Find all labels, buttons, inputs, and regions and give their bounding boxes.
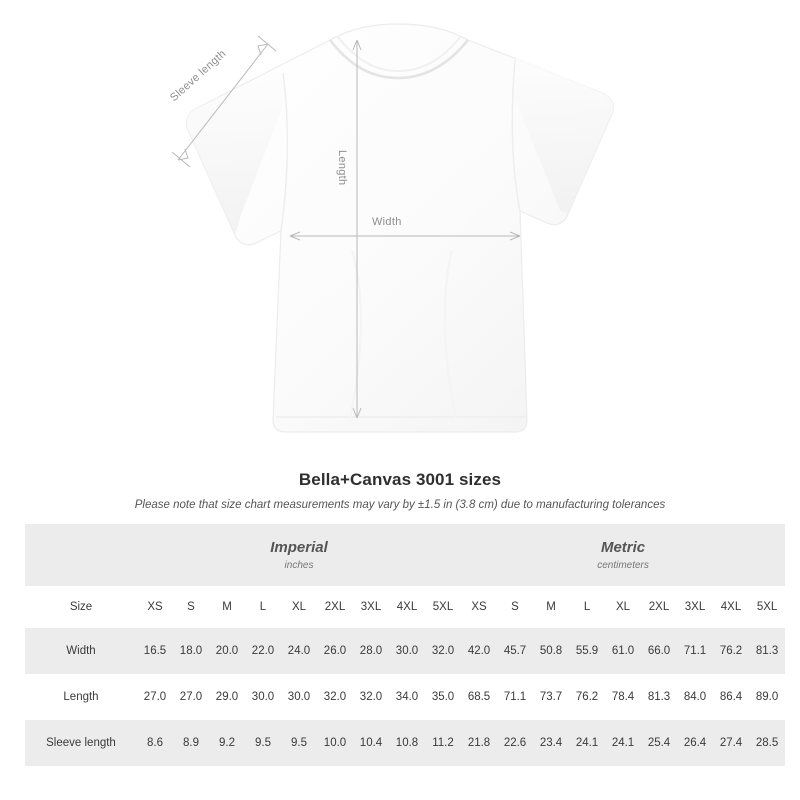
- header-metric-xl: XL: [605, 586, 641, 628]
- header-metric-5xl: 5XL: [749, 586, 785, 628]
- size-chart-table: [25, 524, 785, 766]
- cell-width-metric-s: 45.7: [497, 628, 533, 674]
- annotation-sleeve-length: Sleeve length: [168, 47, 229, 104]
- cell-length-metric-l: 76.2: [569, 674, 605, 720]
- page-title: Bella+Canvas 3001 sizes: [298, 470, 502, 489]
- cell-sleeve-imperial-2xl: 10.0: [317, 720, 353, 766]
- cell-sleeve-imperial-xs: 8.6: [137, 720, 173, 766]
- cell-width-metric-4xl: 76.2: [713, 628, 749, 674]
- cell-sleeve-imperial-5xl: 11.2: [425, 720, 461, 766]
- cell-width-imperial-4xl: 30.0: [389, 628, 425, 674]
- cell-sleeve-metric-2xl: 25.4: [641, 720, 677, 766]
- cell-sleeve-metric-l: 24.1: [569, 720, 605, 766]
- cell-width-imperial-l: 22.0: [245, 628, 281, 674]
- cell-sleeve-imperial-l: 9.5: [245, 720, 281, 766]
- cell-width-metric-5xl: 81.3: [749, 628, 785, 674]
- header-imperial-5xl: 5XL: [425, 586, 461, 628]
- header-imperial-3xl: 3XL: [353, 586, 389, 628]
- annotation-length: Length: [336, 150, 348, 186]
- header-metric-m: M: [533, 586, 569, 628]
- cell-length-imperial-l: 30.0: [245, 674, 281, 720]
- cell-length-imperial-4xl: 34.0: [389, 674, 425, 720]
- size-table-wrap: [0, 524, 800, 766]
- header-imperial-4xl: 4XL: [389, 586, 425, 628]
- cell-length-imperial-m: 29.0: [209, 674, 245, 720]
- cell-length-imperial-xs: 27.0: [137, 674, 173, 720]
- cell-length-metric-xs: 68.5: [461, 674, 497, 720]
- table-row: [25, 628, 785, 674]
- imperial-sub-label: inches: [284, 560, 314, 572]
- header-imperial-s: S: [173, 586, 209, 628]
- header-imperial-l: L: [245, 586, 281, 628]
- title-block: [0, 470, 800, 511]
- header-metric-3xl: 3XL: [677, 586, 713, 628]
- cell-width-imperial-xl: 24.0: [281, 628, 317, 674]
- metric-sub-label: centimeters: [597, 560, 649, 572]
- cell-length-imperial-xl: 30.0: [281, 674, 317, 720]
- header-imperial-2xl: 2XL: [317, 586, 353, 628]
- row-label-sleeve-length: Sleeve length: [25, 720, 137, 766]
- cell-sleeve-imperial-s: 8.9: [173, 720, 209, 766]
- row-label-length: Length: [25, 674, 137, 720]
- imperial-label: Imperial: [270, 538, 328, 556]
- cell-width-imperial-m: 20.0: [209, 628, 245, 674]
- header-metric-s: S: [497, 586, 533, 628]
- header-metric-xs: XS: [461, 586, 497, 628]
- cell-length-metric-m: 73.7: [533, 674, 569, 720]
- table-row: [25, 720, 785, 766]
- header-metric-4xl: 4XL: [713, 586, 749, 628]
- cell-sleeve-imperial-xl: 9.5: [281, 720, 317, 766]
- cell-sleeve-metric-xl: 24.1: [605, 720, 641, 766]
- cell-length-imperial-5xl: 35.0: [425, 674, 461, 720]
- cell-width-imperial-xs: 16.5: [137, 628, 173, 674]
- cell-width-imperial-3xl: 28.0: [353, 628, 389, 674]
- cell-length-imperial-2xl: 32.0: [317, 674, 353, 720]
- cell-length-imperial-3xl: 32.0: [353, 674, 389, 720]
- cell-length-metric-2xl: 81.3: [641, 674, 677, 720]
- unit-spacer-cell: [25, 524, 137, 586]
- cell-sleeve-metric-xs: 21.8: [461, 720, 497, 766]
- size-row-label: Size: [25, 586, 137, 628]
- size-header-row: [25, 586, 785, 628]
- cell-width-imperial-5xl: 32.0: [425, 628, 461, 674]
- cell-width-imperial-s: 18.0: [173, 628, 209, 674]
- cell-width-imperial-2xl: 26.0: [317, 628, 353, 674]
- annotation-width: Width: [372, 216, 402, 228]
- cell-width-metric-l: 55.9: [569, 628, 605, 674]
- cell-width-metric-xs: 42.0: [461, 628, 497, 674]
- cell-width-metric-xl: 61.0: [605, 628, 641, 674]
- unit-header-row: [25, 524, 785, 586]
- metric-unit-cell: [461, 524, 785, 586]
- table-row: [25, 674, 785, 720]
- cell-length-metric-4xl: 86.4: [713, 674, 749, 720]
- cell-width-metric-m: 50.8: [533, 628, 569, 674]
- cell-width-metric-3xl: 71.1: [677, 628, 713, 674]
- cell-length-imperial-s: 27.0: [173, 674, 209, 720]
- cell-length-metric-xl: 78.4: [605, 674, 641, 720]
- cell-sleeve-imperial-4xl: 10.8: [389, 720, 425, 766]
- header-imperial-xl: XL: [281, 586, 317, 628]
- cell-sleeve-metric-m: 23.4: [533, 720, 569, 766]
- row-label-width: Width: [25, 628, 137, 674]
- cell-sleeve-imperial-3xl: 10.4: [353, 720, 389, 766]
- tolerance-note: Please note that size chart measurements may vary by ±1.5 in (3.8 cm) due to manufacturing tolerances: [134, 499, 666, 511]
- header-metric-2xl: 2XL: [641, 586, 677, 628]
- cell-length-metric-5xl: 89.0: [749, 674, 785, 720]
- imperial-unit-cell: [137, 524, 461, 586]
- cell-sleeve-metric-s: 22.6: [497, 720, 533, 766]
- header-imperial-m: M: [209, 586, 245, 628]
- cell-sleeve-metric-4xl: 27.4: [713, 720, 749, 766]
- metric-label: Metric: [600, 538, 646, 556]
- cell-sleeve-imperial-m: 9.2: [209, 720, 245, 766]
- cell-sleeve-metric-3xl: 26.4: [677, 720, 713, 766]
- cell-length-metric-3xl: 84.0: [677, 674, 713, 720]
- cell-sleeve-metric-5xl: 28.5: [749, 720, 785, 766]
- header-metric-l: L: [569, 586, 605, 628]
- cell-length-metric-s: 71.1: [497, 674, 533, 720]
- header-imperial-xs: XS: [137, 586, 173, 628]
- cell-width-metric-2xl: 66.0: [641, 628, 677, 674]
